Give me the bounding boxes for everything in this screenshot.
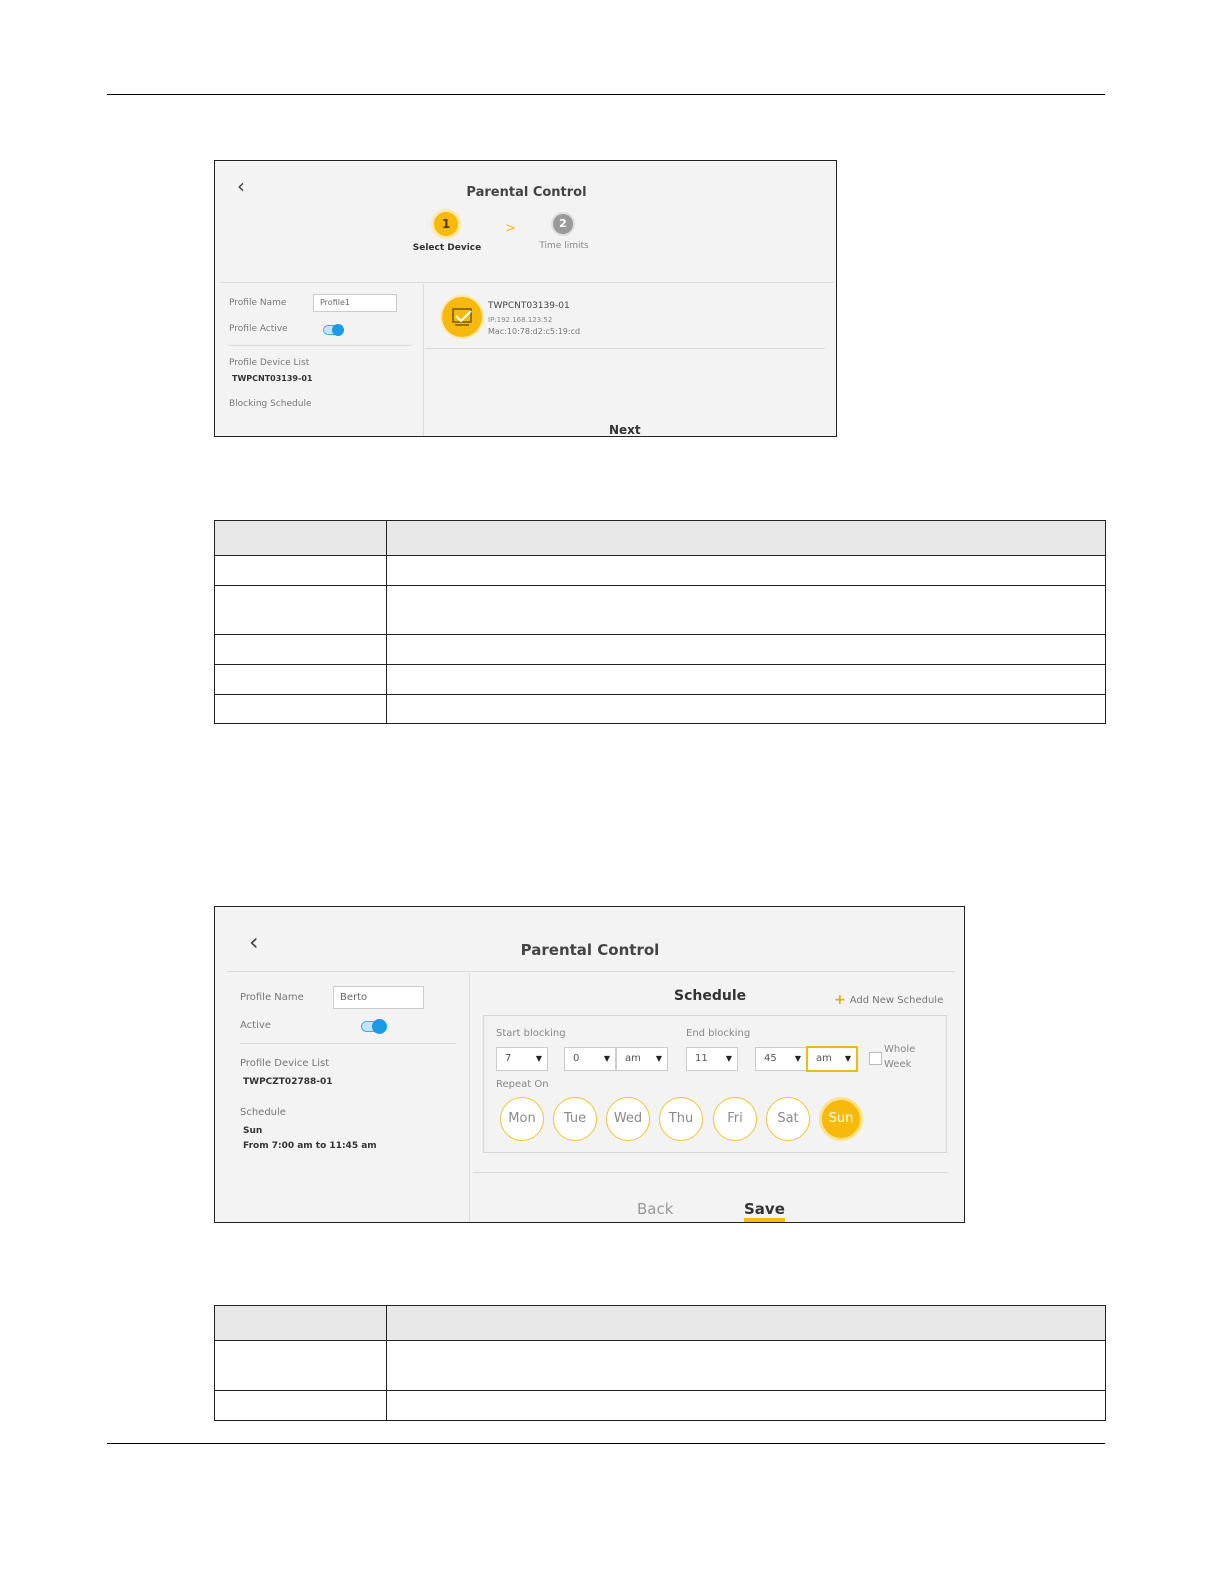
- next-button[interactable]: [609, 423, 641, 437]
- table-cell: [215, 556, 387, 586]
- device-ip: IP:192.168.123.52: [488, 316, 553, 324]
- footer-rule: [107, 1443, 1105, 1444]
- profile-name-label: Profile Name: [240, 992, 304, 1003]
- schedule-day: Sun: [243, 1126, 263, 1136]
- table-row: [215, 695, 1106, 724]
- table-cell: [215, 1341, 387, 1391]
- end-minute-value: 45: [764, 1053, 777, 1064]
- table-cell: [215, 1306, 387, 1341]
- back-arrow-icon[interactable]: ‹: [237, 174, 245, 198]
- table-row: [215, 1341, 1106, 1391]
- next-button-label: Next: [609, 423, 641, 437]
- vertical-divider: [469, 973, 470, 1223]
- dropdown-arrow-icon: ▼: [535, 1054, 542, 1063]
- start-ampm-select[interactable]: [616, 1047, 668, 1071]
- save-button[interactable]: [744, 1200, 785, 1218]
- end-ampm-select[interactable]: [806, 1046, 858, 1072]
- start-hour-select[interactable]: [496, 1047, 548, 1071]
- table-header-row: [215, 521, 1106, 556]
- end-blocking-label: End blocking: [686, 1028, 751, 1039]
- profile-name-input[interactable]: Profile1: [313, 294, 397, 312]
- profile-name-label: Profile Name: [229, 298, 287, 308]
- back-arrow-icon[interactable]: ‹: [249, 928, 259, 956]
- table-cell: [215, 695, 387, 724]
- dropdown-arrow-icon: ▼: [844, 1054, 851, 1063]
- field-description-table-1: [214, 520, 1106, 724]
- end-ampm-value: am: [816, 1053, 832, 1064]
- toggle-knob: [372, 1019, 387, 1034]
- start-ampm-value: am: [625, 1053, 641, 1064]
- step-separator-icon: >: [505, 221, 516, 236]
- field-description-table-2: [214, 1305, 1106, 1421]
- end-hour-value: 11: [695, 1053, 708, 1064]
- day-thu-button[interactable]: Thu: [659, 1097, 703, 1141]
- table-cell: [215, 1391, 387, 1421]
- save-button-label: Save: [744, 1200, 785, 1223]
- step-2-label: Time limits: [539, 241, 589, 251]
- whole-week-label-line1: Whole: [884, 1044, 916, 1055]
- device-checked-icon[interactable]: [442, 297, 482, 337]
- whole-week-checkbox[interactable]: [869, 1052, 882, 1065]
- table-cell: [387, 635, 1106, 665]
- back-button[interactable]: Back: [637, 1200, 674, 1218]
- blocking-schedule-label: Blocking Schedule: [229, 399, 312, 409]
- table-cell: [387, 556, 1106, 586]
- device-mac: Mac:10:78:d2:c5:19:cd: [488, 327, 581, 336]
- day-sat-button[interactable]: Sat: [766, 1097, 810, 1141]
- schedule-settings-box: [483, 1015, 947, 1153]
- dropdown-arrow-icon: ▼: [794, 1054, 801, 1063]
- table-row: [215, 635, 1106, 665]
- plus-icon: +: [834, 992, 846, 1008]
- step-1-label: Select Device: [412, 243, 482, 253]
- table-row: [215, 556, 1106, 586]
- schedule-time: From 7:00 am to 11:45 am: [243, 1141, 377, 1151]
- profile-name-input[interactable]: Berto: [333, 986, 424, 1009]
- page-title: Parental Control: [466, 185, 587, 200]
- device-name: TWPCNT03139-01: [488, 301, 570, 311]
- profile-device-list-value: TWPCZT02788-01: [243, 1077, 333, 1087]
- step-1-number: 1: [441, 217, 451, 231]
- table-cell: [215, 635, 387, 665]
- profile-active-toggle[interactable]: [323, 325, 343, 335]
- table-cell: [387, 586, 1106, 635]
- start-minute-select[interactable]: [564, 1047, 616, 1071]
- add-new-schedule-label: Add New Schedule: [849, 995, 944, 1006]
- divider: [240, 1043, 456, 1044]
- profile-device-list-label: Profile Device List: [229, 358, 310, 368]
- parental-control-select-device-screenshot: [214, 160, 837, 437]
- start-hour-value: 7: [505, 1053, 512, 1064]
- divider: [219, 282, 834, 283]
- table-cell: [387, 1306, 1106, 1341]
- schedule-panel-title: Schedule: [674, 988, 747, 1004]
- table-cell: [215, 665, 387, 695]
- table-header-row: [215, 1306, 1106, 1341]
- active-toggle[interactable]: [361, 1021, 385, 1032]
- table-row: [215, 1391, 1106, 1421]
- table-row: [215, 665, 1106, 695]
- toggle-knob: [332, 324, 344, 336]
- step-2-number: 2: [559, 217, 567, 230]
- whole-week-label-line2: Week: [884, 1059, 912, 1070]
- end-hour-select[interactable]: [686, 1047, 738, 1071]
- start-minute-value: 0: [573, 1053, 580, 1064]
- divider: [227, 971, 955, 972]
- dropdown-arrow-icon: ▼: [725, 1054, 732, 1063]
- table-cell: [387, 1341, 1106, 1391]
- profile-active-label: Profile Active: [229, 324, 288, 334]
- profile-device-list-label: Profile Device List: [240, 1058, 330, 1069]
- table-cell: [215, 586, 387, 635]
- day-mon-button[interactable]: Mon: [500, 1097, 544, 1141]
- repeat-on-label: Repeat On: [496, 1079, 549, 1090]
- parental-control-schedule-screenshot: [214, 906, 965, 1223]
- day-tue-button[interactable]: Tue: [553, 1097, 597, 1141]
- day-wed-button[interactable]: Wed: [606, 1097, 650, 1141]
- table-cell: [215, 521, 387, 556]
- add-new-schedule-button[interactable]: [834, 991, 943, 1007]
- schedule-label: Schedule: [240, 1107, 286, 1118]
- step-1-indicator: [434, 212, 458, 236]
- step-2-indicator: [553, 214, 573, 234]
- table-cell: [387, 665, 1106, 695]
- table-row: [215, 586, 1106, 635]
- header-rule: [107, 94, 1105, 95]
- table-cell: [387, 1391, 1106, 1421]
- table-cell: [387, 695, 1106, 724]
- dropdown-arrow-icon: ▼: [603, 1054, 610, 1063]
- divider: [425, 348, 825, 349]
- active-label: Active: [240, 1020, 271, 1031]
- end-minute-select[interactable]: [755, 1047, 807, 1071]
- page-title: Parental Control: [520, 941, 660, 959]
- start-blocking-label: Start blocking: [496, 1028, 566, 1039]
- day-sun-button[interactable]: Sun: [819, 1097, 863, 1141]
- divider: [473, 1172, 948, 1173]
- divider: [229, 345, 411, 346]
- profile-device-list-value: TWPCNT03139-01: [232, 374, 313, 383]
- vertical-divider: [423, 284, 424, 437]
- dropdown-arrow-icon: ▼: [655, 1054, 662, 1063]
- day-fri-button[interactable]: Fri: [713, 1097, 757, 1141]
- table-cell: [387, 521, 1106, 556]
